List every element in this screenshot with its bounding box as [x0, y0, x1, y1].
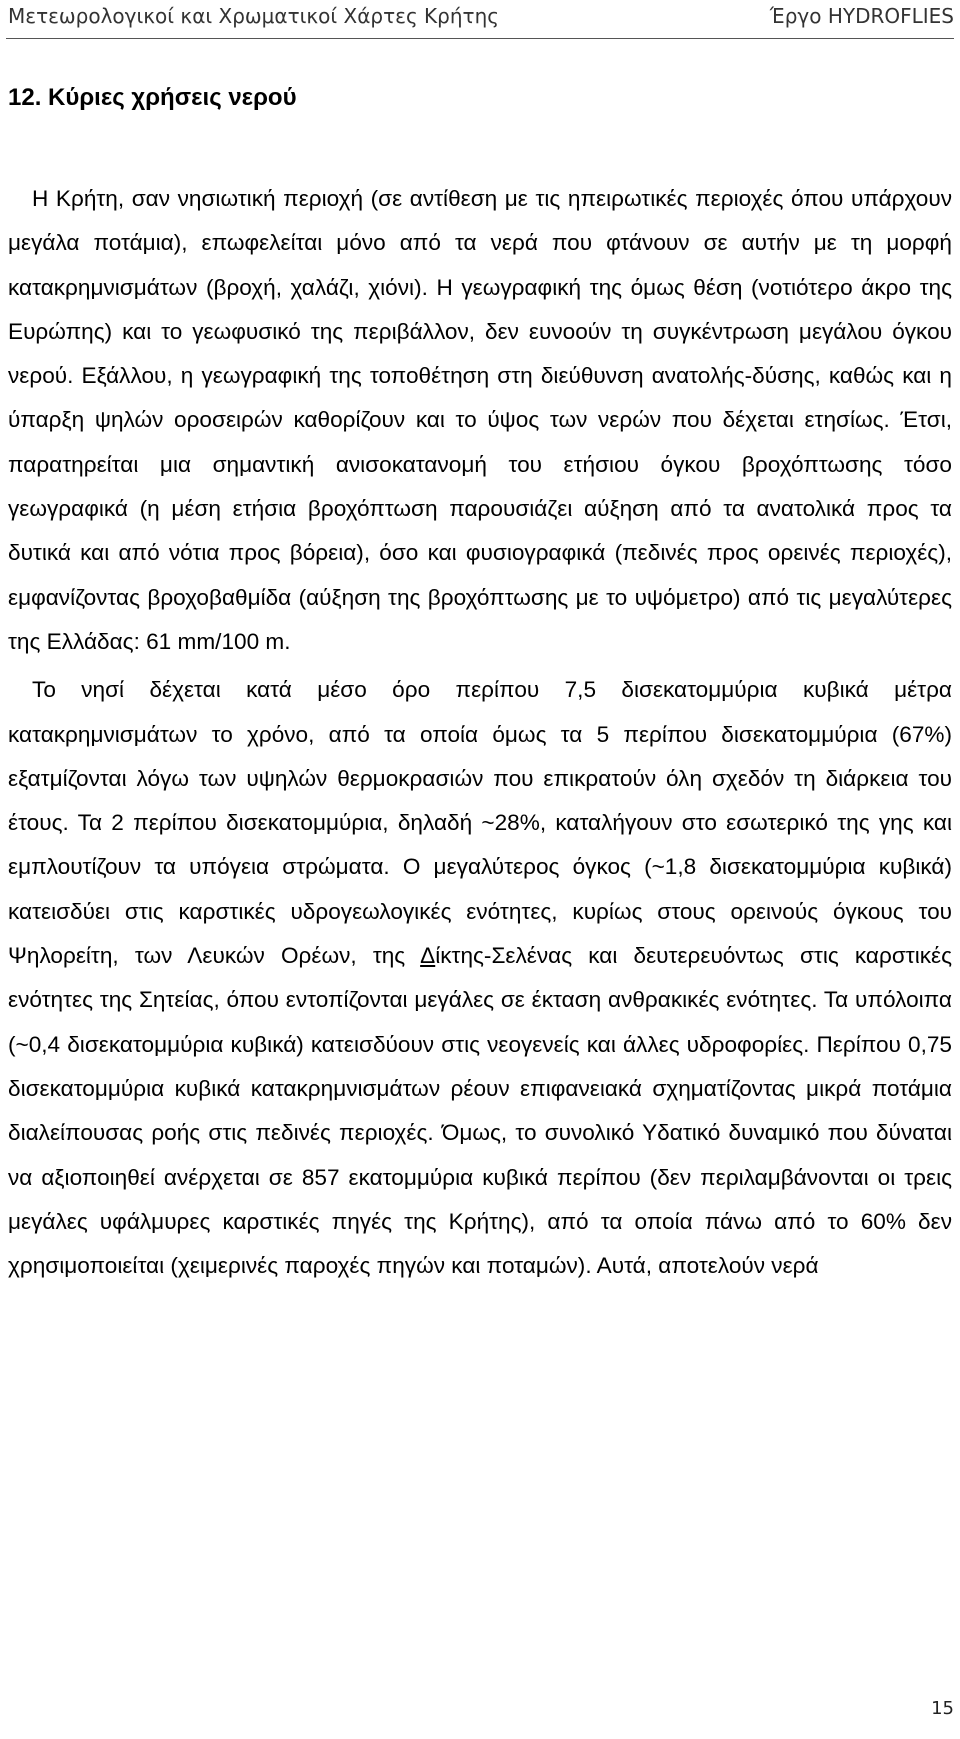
paragraph-2-underlined-letter: Δ: [420, 943, 436, 969]
paragraph-2: [8, 668, 952, 1288]
section-heading: 12. Κύριες χρήσεις νερού: [8, 84, 297, 111]
page-header: [0, 0, 960, 38]
body-text: [8, 177, 952, 1288]
paragraph-1: Η Κρήτη, σαν νησιωτική περιοχή (σε αντίθεση με τις ηπειρωτικές περιοχές όπου υπάρχουν μεγάλα ποτάμια), επωφελείται μόνο από τα νερά που φτάνουν σε αυτήν με τη μορφή κατακρημνισμάτων (βροχή, χαλάζι, χιόνι). Η γεωγραφική της όμως θέση (νοτιότερο άκρο της Ευρώπης) και το γεωφυσικό της περιβάλλον, δεν ευνοούν τη συγκέντρωση μεγάλου όγκου νερού. Εξάλλου, η γεωγραφική της τοποθέτηση στη διεύθυνση ανατολής-δύσης, καθώς και η ύπαρξη ψηλών οροσειρών καθορίζουν και το ύψος των νερών που δέχεται ετησίως. Έτσι, παρατηρείται μια σημαντική ανισοκατανομή του ετήσιου όγκου βροχόπτωσης τόσο γεωγραφικά (η μέση ετήσια βροχόπτωση παρουσιάζει αύξηση από τα ανατολικά προς τα δυτικά και από νότια προς βόρεια), όσο και φυσιογραφικά (πεδινές προς ορεινές περιοχές), εμφανίζοντας βροχοβαθμίδα (αύξηση της βροχόπτωσης με το υψόμετρο) από τις μεγαλύτερες της Ελλάδας: 61 mm/100 m.: [8, 186, 952, 654]
header-divider: [6, 38, 954, 39]
paragraph-2-part-2: ίκτης-Σελένας και δευτερευόντως στις καρστικές ενότητες της Σητείας, όπου εντοπίζονται μεγάλες σε έκταση ανθρακικές ενότητες. Τα υπόλοιπα (~0,4 δισεκατομμύρια κυβικά) κατεισδύουν στις νεογενείς και άλλες υδροφορίες. Περίπου 0,75 δισεκατομμύρια κυβικά κατακρημνισμάτων ρέουν επιφανειακά σχηματίζοντας μικρά ποτάμια διαλείπουσας ροής στις πεδινές περιοχές. Όμως, το συνολικό Υδατικό δυναμικό που δύναται να αξιοποιηθεί ανέρχεται σε 857 εκατομμύρια κυβικά περίπου (δεν περιλαμβάνονται οι τρεις μεγάλες υφάλμυρες καρστικές πηγές της Κρήτης), από τα οποία πάνω από το 60% δεν χρησιμοποιείται (χειμερινές παροχές πηγών και ποταμών). Αυτά, αποτελούν νερά: [8, 943, 952, 1279]
page-number: 15: [931, 1698, 954, 1719]
header-document-title: Μετεωρολογικοί και Χρωματικοί Χάρτες Κρήτης: [8, 4, 499, 28]
paragraph-2-part-1: Το νησί δέχεται κατά μέσο όρο περίπου 7,5 δισεκατομμύρια κυβικά μέτρα κατακρημνισμάτων το χρόνο, από τα οποία όμως τα 5 περίπου δισεκατομμύρια (67%) εξατμίζονται λόγω των υψηλών θερμοκρασιών που επικρατούν όλη σχεδόν τη διάρκεια του έτους. Τα 2 περίπου δισεκατομμύρια, δηλαδή ~28%, καταλήγουν στο εσωτερικό της γης και εμπλουτίζουν τα υπόγεια στρώματα. Ο μεγαλύτερος όγκος (~1,8 δισεκατομμύρια κυβικά) κατεισδύει στις καρστικές υδρογεωλογικές ενότητες, κυρίως στους ορεινούς όγκους του Ψηλορείτη, των Λευκών Ορέων, της: [8, 677, 952, 969]
header-project-name: Έργο HYDROFLIES: [769, 4, 954, 28]
